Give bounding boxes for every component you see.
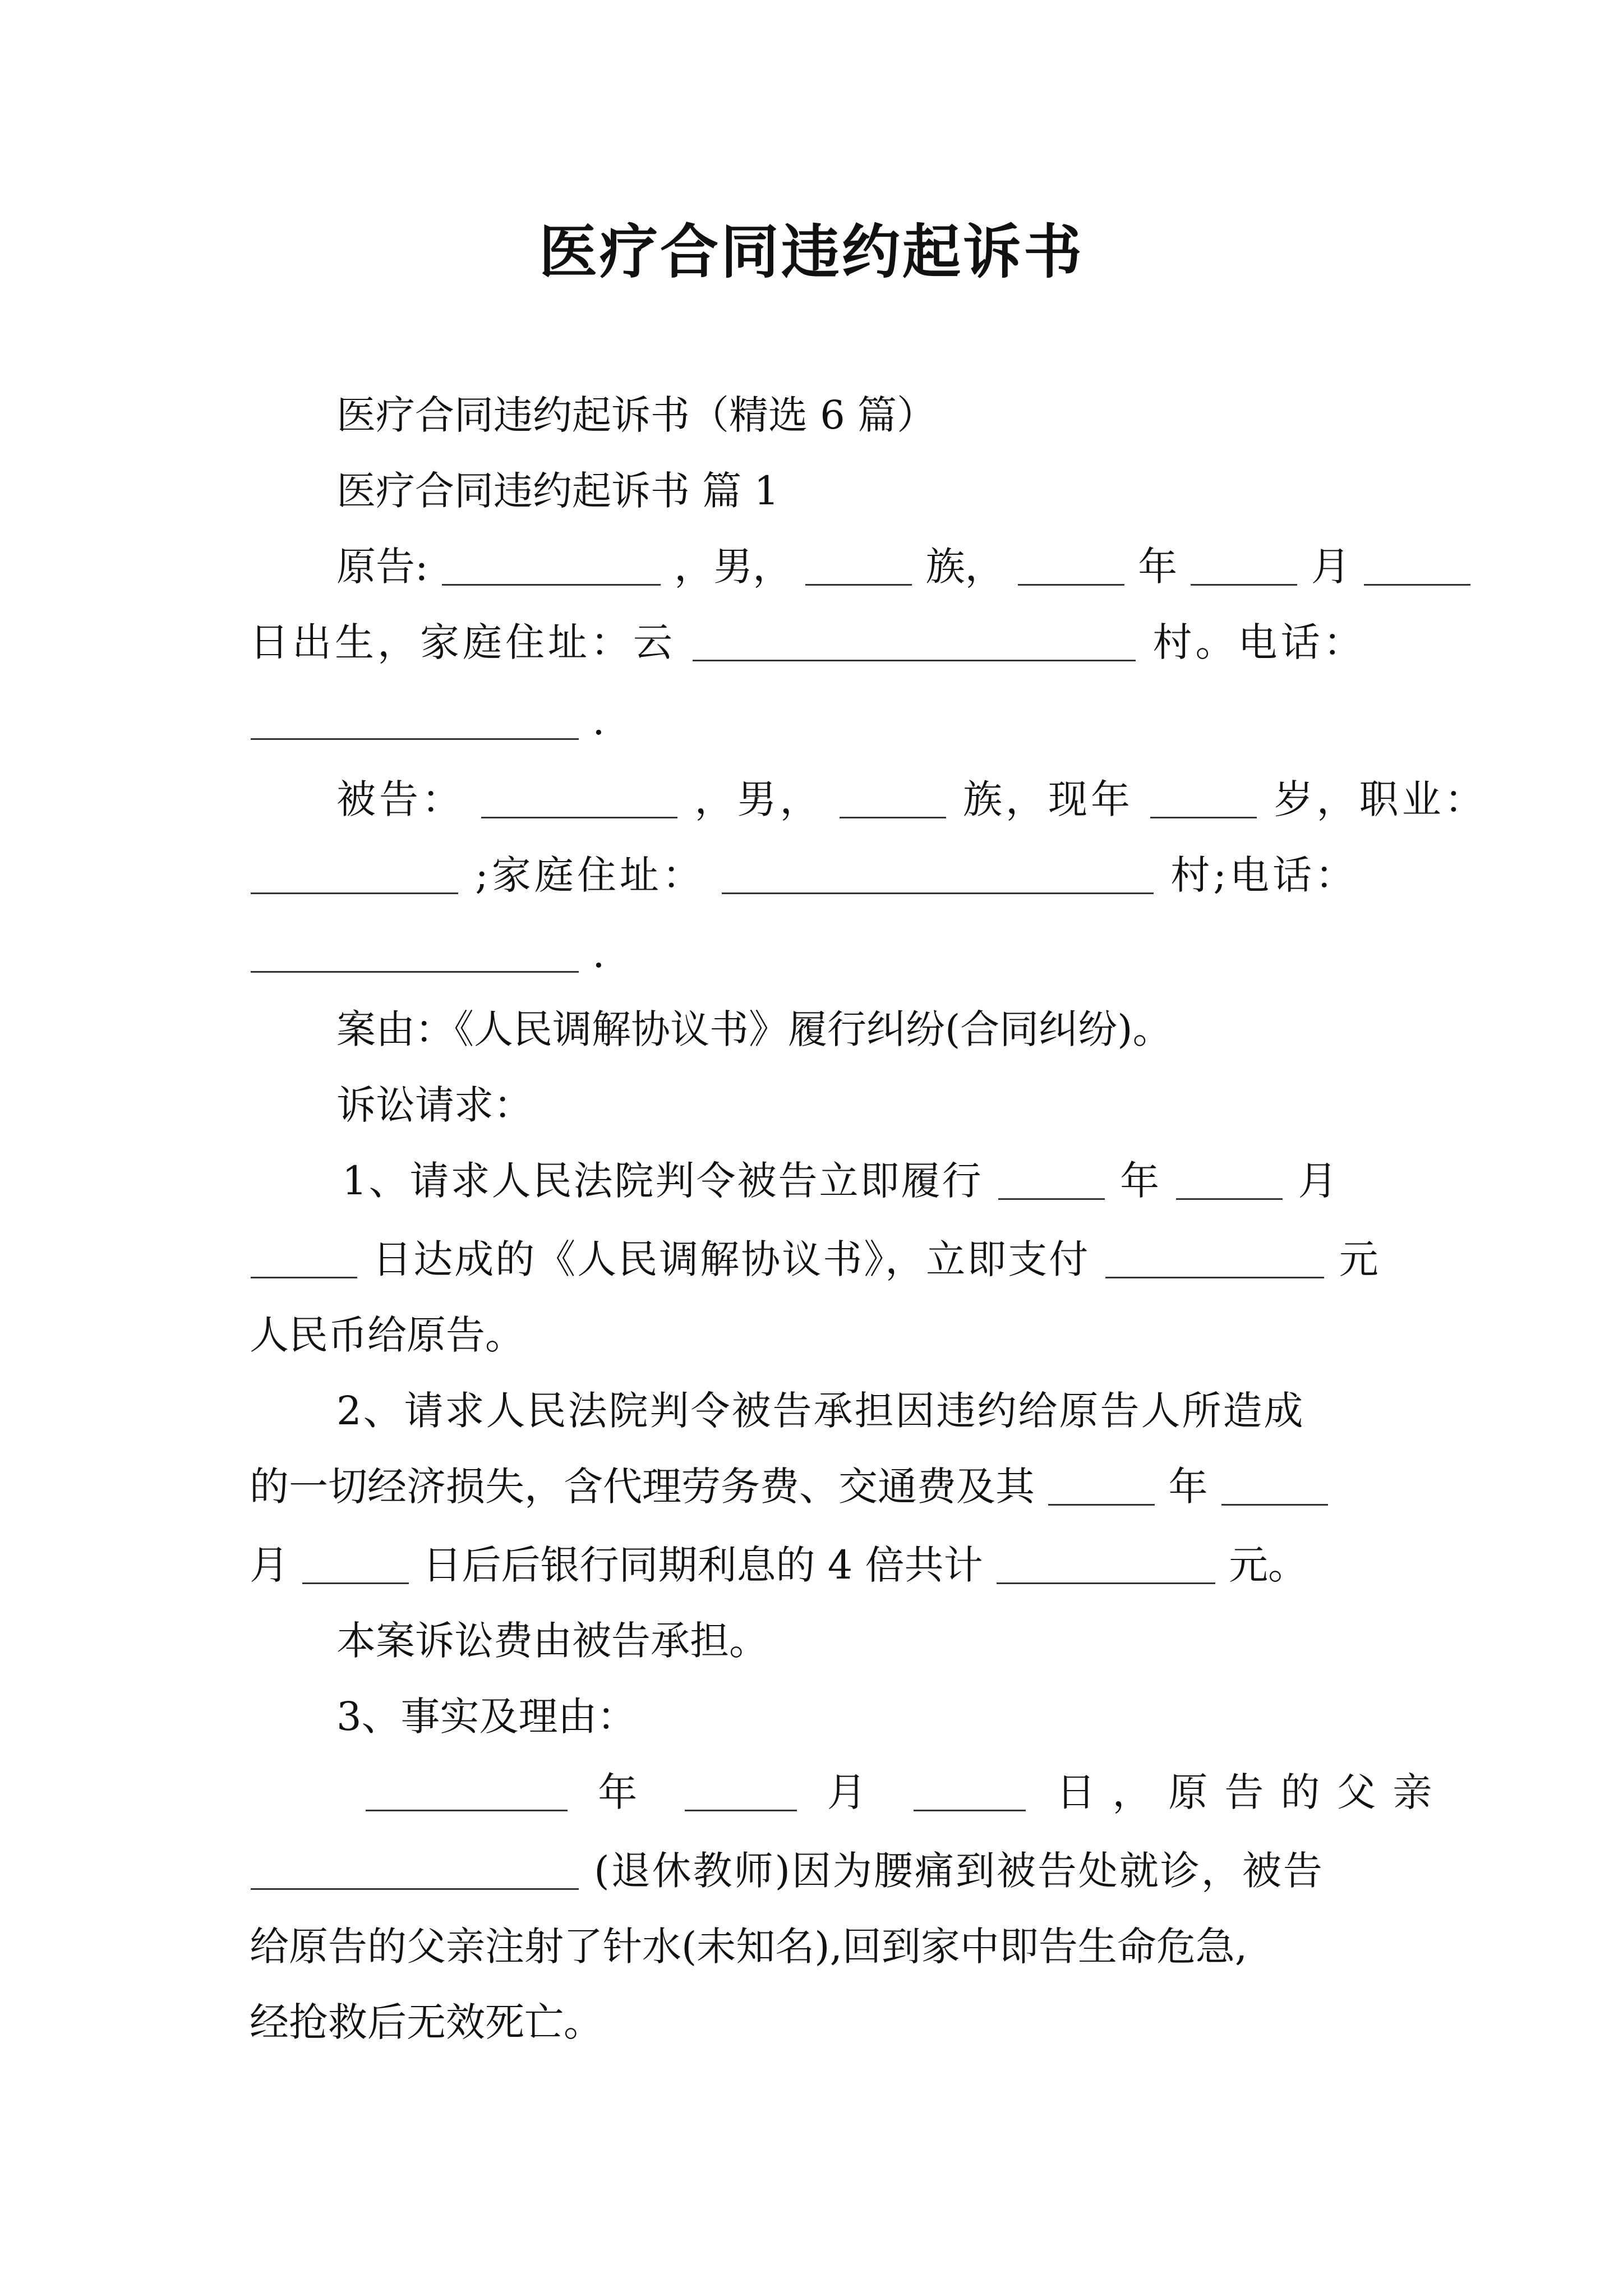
blank-field	[840, 782, 946, 818]
claim2-line-3	[250, 1540, 1307, 1590]
defendant-gender: ，男，	[694, 776, 823, 822]
blank-field	[1191, 549, 1297, 586]
defendant-address-label: ;家庭住址：	[475, 852, 705, 898]
subtitle-line	[336, 390, 936, 440]
section-heading-text: 医疗合同违约起诉书 篇 1	[336, 468, 780, 514]
plaintiff-line-2	[250, 617, 1366, 668]
claim1-line-2	[250, 1234, 1380, 1285]
claim1-rmb: 人民币给原告。	[250, 1312, 524, 1358]
blank-field	[251, 1853, 579, 1890]
plaintiff-month: 月	[1311, 544, 1350, 590]
claim2-line-1	[336, 1386, 1305, 1436]
claim1-agreement: 日达成的《人民调解协议书》，立即支付	[372, 1236, 1090, 1282]
plaintiff-gender: ，男，	[674, 544, 792, 590]
facts-heading	[336, 1691, 637, 1742]
fact-injection: 给原告的父亲注射了针水(未知名),回到家中即告生命危急,	[250, 1924, 1248, 1970]
cause-line	[336, 1004, 1172, 1055]
claim1-month: 月	[1298, 1158, 1339, 1204]
fact-line-2	[250, 1846, 1324, 1896]
claim2-text: 2、请求人民法院判令被告承担因违约给原告人所造成	[336, 1388, 1305, 1434]
period: .	[592, 931, 605, 977]
defendant-label: 被告：	[336, 776, 464, 822]
fact-day-father: 日，原告的父亲	[1056, 1769, 1449, 1815]
fact-line-4	[250, 1997, 603, 2047]
blank-field	[997, 1548, 1215, 1584]
fact-year: 年	[598, 1769, 654, 1815]
subtitle-text: 医疗合同违约起诉书（精选 6 篇）	[336, 392, 937, 438]
fees-line	[336, 1616, 768, 1666]
claim2-yuan: 元。	[1229, 1542, 1308, 1588]
blank-field	[366, 1775, 568, 1811]
blank-field	[251, 703, 579, 740]
blank-field	[481, 782, 677, 818]
claim2-interest: 日后后银行同期利息的 4 倍共计	[422, 1542, 983, 1588]
claim1-yuan: 元	[1339, 1236, 1380, 1282]
blank-field	[1018, 549, 1124, 586]
claim2-line-2	[250, 1461, 1329, 1512]
cause-text: 案由：《人民调解协议书》履行纠纷(合同纠纷)。	[336, 1006, 1172, 1052]
blank-field	[693, 625, 1136, 661]
blank-field	[1150, 782, 1257, 818]
claim1-line-3	[250, 1310, 524, 1360]
blank-field	[998, 1163, 1105, 1200]
section-heading	[336, 466, 779, 516]
claim2-month: 月	[250, 1542, 289, 1588]
defendant-phone-label: 村;电话：	[1170, 852, 1358, 898]
blank-field	[722, 858, 1154, 894]
claim2-losses: 的一切经济损失，含代理劳务费、交通费及其	[250, 1464, 1035, 1510]
blank-field	[302, 1548, 409, 1584]
blank-field	[1176, 1163, 1283, 1200]
blank-field	[1048, 1469, 1155, 1506]
fact-month: 月	[827, 1769, 883, 1815]
period: .	[592, 698, 605, 744]
fact-line-1	[365, 1767, 1449, 1818]
fact-retired-teacher: (退休教师)因为腰痛到被告处就诊，被告	[594, 1848, 1324, 1894]
plaintiff-ethnicity: 族，	[925, 544, 1004, 590]
blank-field	[251, 936, 579, 973]
blank-field	[1221, 1469, 1328, 1506]
claim1-line-1	[342, 1156, 1339, 1206]
plaintiff-label: 原告:	[336, 544, 428, 590]
blank-field	[1105, 1242, 1324, 1278]
defendant-ethnicity-age: 族，现年	[963, 776, 1134, 822]
claim1-text: 1、请求人民法院判令被告立即履行	[342, 1158, 983, 1204]
blank-field	[251, 858, 458, 894]
claims-heading	[336, 1080, 533, 1130]
defendant-line-3	[250, 928, 605, 979]
blank-field	[1364, 549, 1470, 586]
facts-heading-text: 3、事实及理由：	[336, 1694, 637, 1740]
document-title: 医疗合同违约起诉书	[538, 217, 1084, 286]
claim2-year: 年	[1168, 1464, 1208, 1510]
defendant-occupation: 岁，职业：	[1274, 776, 1487, 822]
plaintiff-phone-label: 村。电话：	[1152, 619, 1366, 665]
plaintiff-year: 年	[1138, 544, 1178, 590]
plaintiff-line-1	[336, 541, 1472, 592]
defendant-line-1	[336, 774, 1487, 825]
plaintiff-birth-address: 日出生，家庭住址：云	[250, 619, 676, 665]
fact-death: 经抢救后无效死亡。	[250, 1999, 603, 2045]
claims-heading-text: 诉讼请求：	[336, 1082, 533, 1128]
blank-field	[442, 549, 661, 586]
blank-field	[685, 1775, 797, 1811]
defendant-line-2	[250, 850, 1358, 900]
fees-text: 本案诉讼费由被告承担。	[336, 1618, 768, 1664]
blank-field	[251, 1242, 357, 1278]
blank-field	[914, 1775, 1026, 1811]
blank-field	[805, 549, 912, 586]
plaintiff-line-3	[250, 696, 605, 746]
fact-line-3	[250, 1921, 1247, 1972]
claim1-year: 年	[1120, 1158, 1161, 1204]
